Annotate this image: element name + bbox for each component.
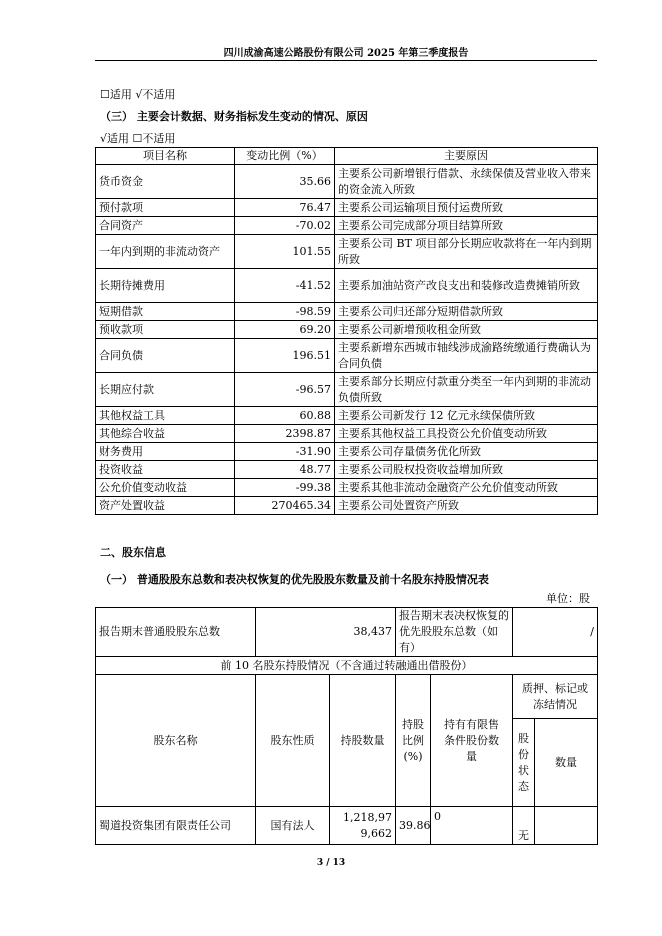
unit-label: 单位：股 (546, 592, 590, 605)
item-name: 其他权益工具 (96, 407, 235, 425)
change-ratio: 60.88 (235, 407, 335, 425)
main-reason: 主要系加油站资产改良支出和装修改造费摊销所致 (335, 269, 598, 303)
applicability-notice-2: √适用 ☐不适用 (100, 132, 176, 145)
main-reason: 主要系部分长期应付款重分类至一年内到期的非流动负债所致 (335, 373, 598, 407)
change-table-row (96, 217, 598, 235)
change-ratio: -99.38 (235, 479, 335, 497)
change-ratio: -41.52 (235, 269, 335, 303)
change-ratio: -96.57 (235, 373, 335, 407)
shareholder-name: 蜀道投资集团有限责任公司 (96, 807, 256, 845)
change-ratio: -98.59 (235, 303, 335, 321)
header-change-ratio: 变动比例（%） (235, 148, 335, 165)
shareholder-row (96, 807, 598, 845)
change-ratio: -31.90 (235, 443, 335, 461)
main-reason: 主要系其他权益工具投资公允价值变动所致 (335, 425, 598, 443)
total-shareholders-label: 报告期末普通股股东总数 (96, 608, 256, 657)
change-ratio: 69.20 (235, 321, 335, 339)
item-name: 投资收益 (96, 461, 235, 479)
main-reason: 主要系公司 BT 项目部分长期应收款将在一年内到期所致 (335, 235, 598, 269)
section-shareholders-title: 二、股东信息 (100, 546, 166, 559)
change-table-row (96, 199, 598, 217)
change-table-row (96, 303, 598, 321)
applicability-notice-1: ☐适用 √不适用 (100, 88, 176, 101)
item-name: 合同负债 (96, 339, 235, 373)
total-shareholders-value: 38,437 (256, 608, 396, 657)
change-ratio: 48.77 (235, 461, 335, 479)
change-ratio: 196.51 (235, 339, 335, 373)
item-name: 合同资产 (96, 217, 235, 235)
change-table-row (96, 497, 598, 515)
item-name: 预付款项 (96, 199, 235, 217)
col-share-status: 股份状态 (513, 719, 535, 807)
shareholder-pledge-count (535, 807, 598, 845)
shareholder-status: 无 (513, 807, 535, 845)
shareholder-table (95, 607, 598, 845)
change-table-row (96, 425, 598, 443)
col-shares-held: 持股数量 (330, 675, 396, 807)
page-header-title: 四川成渝高速公路股份有限公司 2025 年第三季度报告 (223, 48, 469, 59)
main-reason: 主要系新增东西城市轴线涉成渝路统缴通行费确认为合同负债 (335, 339, 598, 373)
change-ratio: 35.66 (235, 165, 335, 199)
item-name: 公允价值变动收益 (96, 479, 235, 497)
change-ratio: -70.02 (235, 217, 335, 235)
item-name: 预收款项 (96, 321, 235, 339)
main-reason: 主要系公司新增预收租金所致 (335, 321, 598, 339)
change-table-row (96, 165, 598, 199)
col-shareholder-name: 股东名称 (96, 675, 256, 807)
shareholder-total-row (96, 608, 598, 657)
change-table-row (96, 321, 598, 339)
item-name: 货币资金 (96, 165, 235, 199)
main-reason: 主要系公司运输项目预付运费所致 (335, 199, 598, 217)
header-item-name: 项目名称 (96, 148, 235, 165)
change-table-row (96, 443, 598, 461)
item-name: 一年内到期的非流动资产 (96, 235, 235, 269)
preferred-shareholders-value: / (513, 608, 598, 657)
main-reason: 主要系公司新发行 12 亿元永续保债所致 (335, 407, 598, 425)
shareholder-restricted: 0 (431, 807, 513, 845)
change-ratio: 101.55 (235, 235, 335, 269)
item-name: 其他综合收益 (96, 425, 235, 443)
change-table-row (96, 373, 598, 407)
change-table-row (96, 479, 598, 497)
header-main-reason: 主要原因 (335, 148, 598, 165)
col-pledge-status-group: 质押、标记或冻结情况 (513, 675, 598, 719)
sub-section-1-title: （一） 普通股股东总数和表决权恢复的优先股股东数量及前十名股东持股情况表 (100, 573, 489, 586)
change-ratio: 2398.87 (235, 425, 335, 443)
shareholder-nature: 国有法人 (256, 807, 330, 845)
shareholder-header-row-1 (96, 675, 598, 719)
change-table-header-row (96, 148, 598, 165)
header-divider (95, 60, 597, 61)
col-shareholder-nature: 股东性质 (256, 675, 330, 807)
item-name: 资产处置收益 (96, 497, 235, 515)
col-holding-ratio: 持股比例(%) (396, 675, 431, 807)
page-number: 3 / 13 (316, 858, 346, 868)
item-name: 长期应付款 (96, 373, 235, 407)
top10-caption-row (96, 657, 598, 675)
main-reason: 主要系公司存量债务优化所致 (335, 443, 598, 461)
change-table-row (96, 461, 598, 479)
main-reason: 主要系其他非流动金融资产公允价值变动所致 (335, 479, 598, 497)
main-reason: 主要系公司新增银行借款、永续保债及营业收入带来的资金流入所致 (335, 165, 598, 199)
main-reason: 主要系公司完成部分项目结算所致 (335, 217, 598, 235)
main-reason: 主要系公司处置资产所致 (335, 497, 598, 515)
change-table-row (96, 407, 598, 425)
col-restricted-shares: 持有有限售条件股份数量 (431, 675, 513, 807)
shareholder-qty: 1,218,979,662 (330, 807, 396, 845)
change-table (95, 147, 598, 515)
shareholder-ratio: 39.86 (396, 807, 431, 845)
change-table-row (96, 269, 598, 303)
item-name: 长期待摊费用 (96, 269, 235, 303)
change-ratio: 76.47 (235, 199, 335, 217)
item-name: 短期借款 (96, 303, 235, 321)
top10-caption: 前 10 名股东持股情况（不含通过转融通出借股份） (96, 657, 598, 675)
change-table-row (96, 235, 598, 269)
change-ratio: 270465.34 (235, 497, 335, 515)
col-pledge-quantity: 数量 (535, 719, 598, 807)
item-name: 财务费用 (96, 443, 235, 461)
change-table-row (96, 339, 598, 373)
section-3-title: （三） 主要会计数据、财务指标发生变动的情况、原因 (100, 110, 368, 123)
main-reason: 主要系公司股权投资收益增加所致 (335, 461, 598, 479)
main-reason: 主要系公司归还部分短期借款所致 (335, 303, 598, 321)
preferred-shareholders-label: 报告期末表决权恢复的优先股股东总数（如有） (396, 608, 513, 657)
